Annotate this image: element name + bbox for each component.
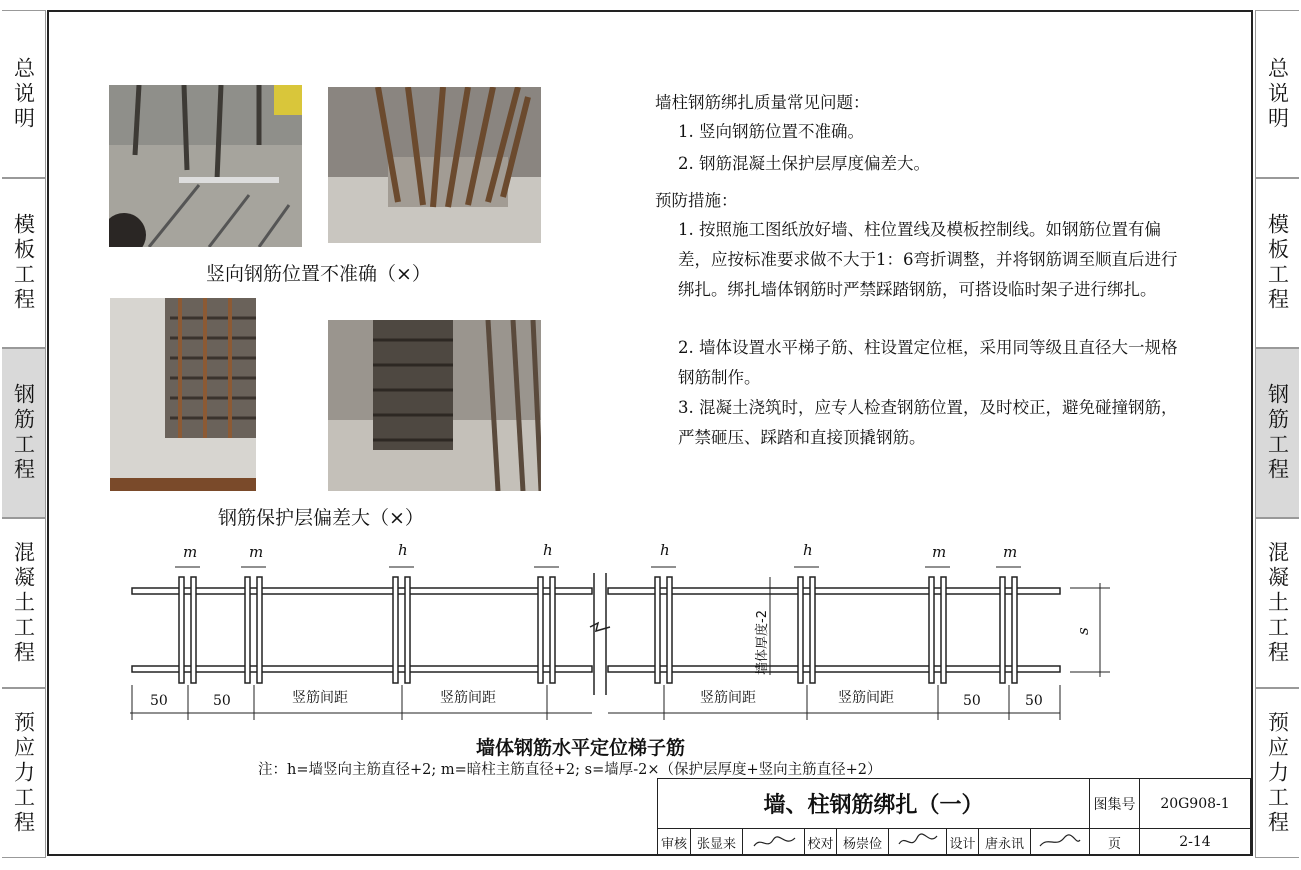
side-tab-label: 总说明: [11, 56, 36, 132]
page-number: 2-14: [1139, 829, 1250, 855]
svg-text:m: m: [183, 543, 198, 561]
side-tab-general[interactable]: [2, 10, 46, 178]
title-block: [657, 778, 1251, 856]
photo-rebar-position-2: [328, 87, 541, 243]
review-label: 审核: [660, 836, 687, 852]
side-tab-label: 模板工程: [11, 213, 36, 313]
side-tab-concrete[interactable]: [1255, 518, 1299, 688]
reviewer-signature: [742, 829, 804, 855]
ladder-bar-diagram: [120, 535, 1120, 729]
svg-text:墙体厚度-2: 墙体厚度-2: [755, 610, 770, 675]
side-tab-label: 模板工程: [1265, 213, 1290, 313]
svg-text:h: h: [398, 541, 408, 559]
svg-text:竖筋间距: 竖筋间距: [838, 690, 894, 706]
svg-text:h: h: [660, 541, 670, 559]
designer-signature: [1030, 829, 1089, 855]
svg-text:50: 50: [150, 693, 168, 709]
svg-text:50: 50: [213, 693, 231, 709]
side-tab-rebar[interactable]: [2, 348, 46, 518]
svg-text:竖筋间距: 竖筋间距: [440, 690, 496, 706]
photo-caption-position: 竖向钢筋位置不准确（×）: [206, 263, 431, 285]
side-tab-formwork[interactable]: [2, 178, 46, 348]
diagram-note: 注：h=墙竖向主筋直径+2; m=暗柱主筋直径+2; s=墙厚-2×（保护层厚度+竖向主筋直径+2）: [258, 762, 882, 778]
measure-item-3: 3. 混凝土浇筑时，应专人检查钢筋位置，及时校正，避免碰撞钢筋，严禁砸压、踩踏和直接顶撬钢筋。: [678, 398, 1178, 447]
side-tab-label: 总说明: [1265, 56, 1290, 132]
side-tab-rebar[interactable]: [1255, 348, 1299, 518]
checker-name: 杨崇俭: [836, 829, 888, 855]
svg-text:50: 50: [963, 693, 981, 709]
problem-item-2: 2. 钢筋混凝土保护层厚度偏差大。: [678, 154, 930, 173]
svg-text:m: m: [249, 543, 264, 561]
measure-item-2: 2. 墙体设置水平梯子筋、柱设置定位框，采用同等级且直径大一规格钢筋制作。: [678, 338, 1178, 387]
photo-cover-deviation-2: [328, 320, 541, 491]
svg-text:s: s: [1074, 627, 1092, 635]
page-label: 页: [1089, 829, 1139, 855]
side-tab-prestress[interactable]: [2, 688, 46, 858]
side-tab-formwork[interactable]: [1255, 178, 1299, 348]
designer-name: 唐永讯: [978, 829, 1030, 855]
side-tab-label: 混凝土工程: [11, 540, 36, 666]
drawing-title: 墙、柱钢筋绑扎（一）: [658, 779, 1089, 829]
side-tab-label: 钢筋工程: [1265, 383, 1290, 483]
side-tab-general[interactable]: [1255, 10, 1299, 178]
side-tab-concrete[interactable]: [2, 518, 46, 688]
photo-cover-deviation-1: [110, 298, 256, 491]
svg-text:竖筋间距: 竖筋间距: [700, 690, 756, 706]
atlas-label: 图集号: [1089, 779, 1139, 829]
svg-text:h: h: [803, 541, 813, 559]
svg-text:h: h: [543, 541, 553, 559]
reviewer-name: 张显来: [690, 829, 742, 855]
svg-text:竖筋间距: 竖筋间距: [292, 690, 348, 706]
side-tab-label: 预应力工程: [1265, 710, 1290, 836]
atlas-number: 20G908-1: [1139, 779, 1250, 829]
photo-caption-cover: 钢筋保护层偏差大（×）: [218, 507, 424, 529]
diagram-title: 墙体钢筋水平定位梯子筋: [476, 737, 686, 759]
side-tab-label: 预应力工程: [11, 710, 36, 836]
side-tab-prestress[interactable]: [1255, 688, 1299, 858]
design-label: 设计: [946, 829, 978, 855]
problems-heading: 墙柱钢筋绑扎质量常见问题：: [655, 93, 870, 112]
check-label: 校对: [804, 829, 836, 855]
svg-text:50: 50: [1025, 693, 1043, 709]
measures-heading: 预防措施：: [655, 191, 738, 210]
svg-text:m: m: [932, 543, 947, 561]
svg-text:m: m: [1003, 543, 1018, 561]
checker-signature: [888, 829, 946, 855]
measure-item-1: 1. 按照施工图纸放好墙、柱位置线及模板控制线。如钢筋位置有偏差，应按标准要求做不大于1：6弯折调整，并将钢筋调至顺直后进行绑扎。绑扎墙体钢筋时严禁踩踏钢筋，可搭设临时架子进行绑扎。: [678, 220, 1178, 299]
problem-item-1: 1. 竖向钢筋位置不准确。: [678, 122, 864, 141]
side-tab-label: 混凝土工程: [1265, 540, 1290, 666]
side-tab-label: 钢筋工程: [11, 383, 36, 483]
photo-rebar-position-1: [109, 85, 302, 247]
